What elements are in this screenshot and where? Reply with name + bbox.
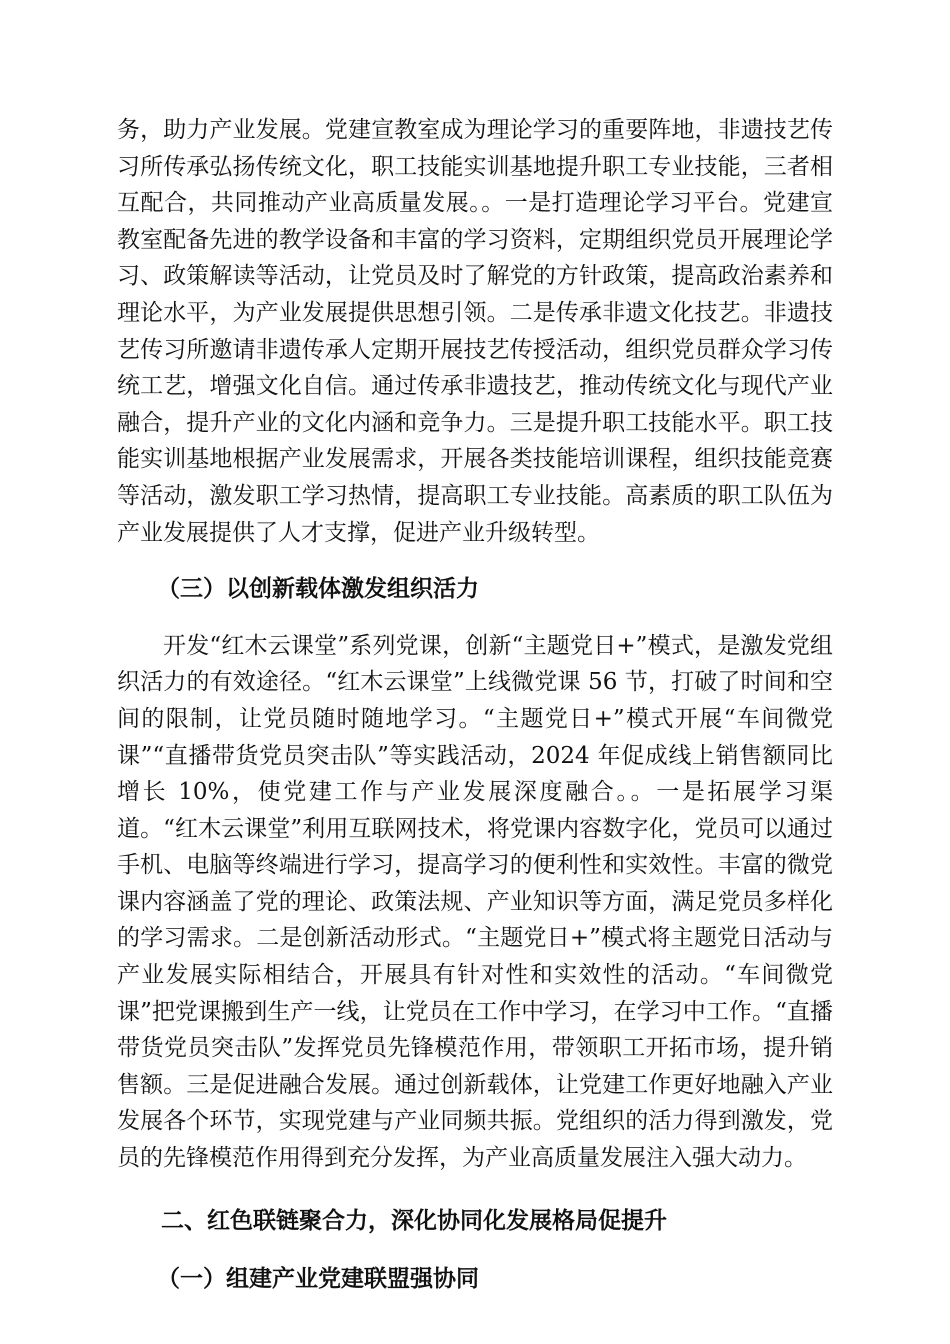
section-heading: （三）以创新载体激发组织活力 [157, 576, 479, 603]
section-heading: （一）组建产业党建联盟强协同 [157, 1266, 479, 1293]
body-paragraph: 开发“红木云课堂”系列党课，创新“主题党日+”模式，是激发党组织活力的有效途径。“红木云课堂”上线微党课 56 节，打破了时间和空间的限制，让党员随时随地学习。“主题党日+”模式开展“车间微党课”“直播带货党员突击队”等实践活动，2024 年促成线上销售额同比增长 10%，使党建工作与产业发展深度融合。。一是拓展学习渠道。“红木云课堂”利用互联网技术，将党课内容数字化，党员可以通过手机、电脑等终端进行学习，提高学习的便利性和实效性。丰富的微党课内容涵盖了党的理论、政策法规、产业知识等方面，满足党员多样化的学习需求。二是创新活动形式。“主题党日+”模式将主题党日活动与产业发展实际相结合，开展具有针对性和实效性的活动。“车间微党课”把党课搬到生产一线，让党员在工作中学习，在学习中工作。“直播带货党员突击队”发挥党员先锋模范作用，带领职工开拓市场，提升销售额。三是促进融合发展。通过创新载体，让党建工作更好地融入产业发展各个环节，实现党建与产业同频共振。党组织的活力得到激发，党员的先锋模范作用得到充分发挥，为产业高质量发展注入强大动力。 [117, 632, 833, 1172]
body-paragraph: 务，助力产业发展。党建宣教室成为理论学习的重要阵地，非遗技艺传习所传承弘扬传统文化，职工技能实训基地提升职工专业技能，三者相互配合，共同推动产业高质量发展。。一是打造理论学习平台。党建宣教室配备先进的教学设备和丰富的学习资料，定期组织党员开展理论学习、政策解读等活动，让党员及时了解党的方针政策，提高政治素养和理论水平，为产业发展提供思想引领。二是传承非遗文化技艺。非遗技艺传习所邀请非遗传承人定期开展技艺传授活动，组织党员群众学习传统工艺，增强文化自信。通过传承非遗技艺，推动传统文化与现代产业融合，提升产业的文化内涵和竞争力。三是提升职工技能水平。职工技能实训基地根据产业发展需求，开展各类技能培训课程，组织技能竞赛等活动，激发职工学习热情，提高职工专业技能。高素质的职工队伍为产业发展提供了人才支撑，促进产业升级转型。 [117, 117, 833, 546]
chapter-heading: 二、红色联链聚合力，深化协同化发展格局促提升 [161, 1207, 667, 1234]
document-body [117, 112, 833, 1298]
